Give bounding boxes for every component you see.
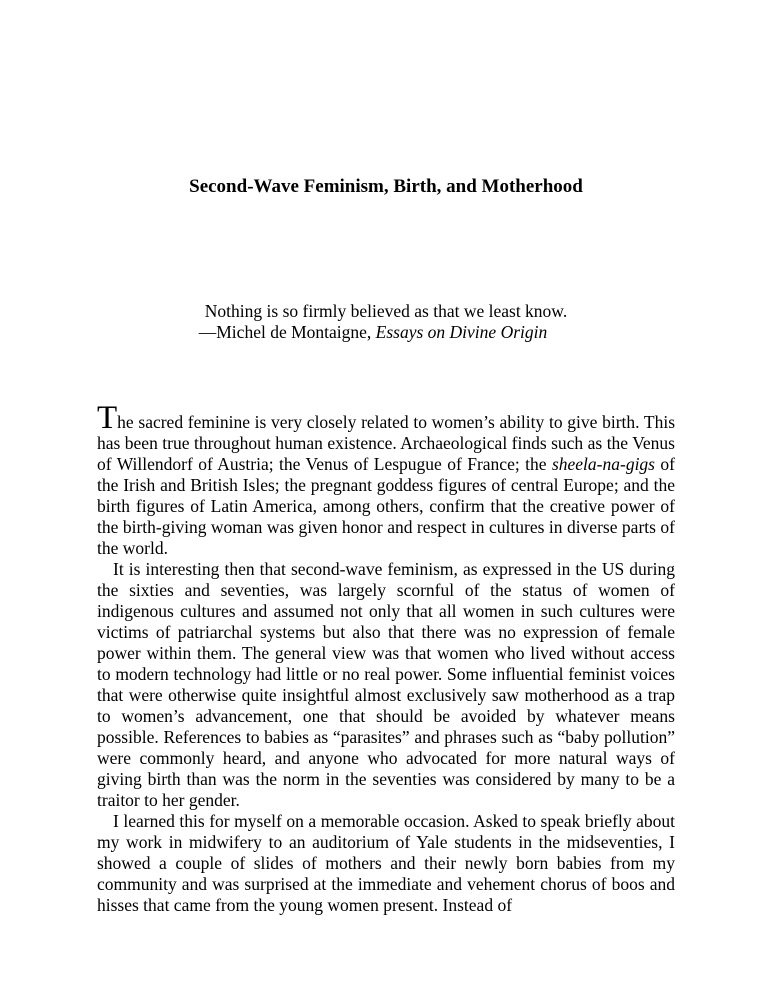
paragraph-3: I learned this for myself on a memorable occasion. Asked to speak briefly about my work in midwifery to an auditorium of Yale students in the midseventies, I showed a couple of slides of mothers and their newly born babies from my community and was surprised at the immediate and vehement chorus of boos and hisses that came from the young women present. Instead of	[97, 811, 675, 915]
chapter-title: Second-Wave Feminism, Birth, and Motherhood	[189, 176, 583, 197]
paragraph-1-italic-term: sheela-na-gigs	[551, 454, 655, 474]
epigraph-author: —Michel de Montaigne,	[198, 322, 376, 342]
paragraph-1	[97, 400, 676, 559]
body-text	[97, 400, 676, 916]
drop-cap: T	[97, 400, 118, 436]
epigraph	[0, 301, 772, 343]
epigraph-quote: Nothing is so firmly believed as that we least know.	[204, 301, 568, 321]
paragraph-1-text-b: of the Irish and British Isles; the pregnant goddess figures of central Europe; and the birth figures of Latin America, among others, confirm that the creative power of the birth-giving woman was given honor and respect in cultures in diverse parts of the world.	[97, 454, 676, 558]
paragraph-2: It is interesting then that second-wave feminism, as expressed in the US during the sixties and seventies, was largely scornful of the status of women of indigenous cultures and assumed not only that all women in such cultures were victims of patriarchal systems but also that there was no expression of female power within them. The general view was that women who lived without access to modern technology had little or no real power. Some influential feminist voices that were otherwise quite insightful almost exclusively saw motherhood as a trap to women’s advancement, one that should be avoided by whatever means possible. References to babies as “parasites” and phrases such as “baby pollution” were commonly heard, and anyone who advocated for more natural ways of giving birth than was the norm in the seventies was considered by many to be a traitor to her gender.	[97, 559, 675, 810]
paragraph-1-text-a: he sacred feminine is very closely related to women’s ability to give birth. This has been true throughout human existence. Archaeological finds such as the Venus of Willendorf of Austria; the Venus of Lespugue of France; the	[97, 412, 675, 474]
epigraph-work-title: Essays on Divine Origin	[375, 322, 548, 342]
epigraph-attribution	[0, 322, 772, 343]
